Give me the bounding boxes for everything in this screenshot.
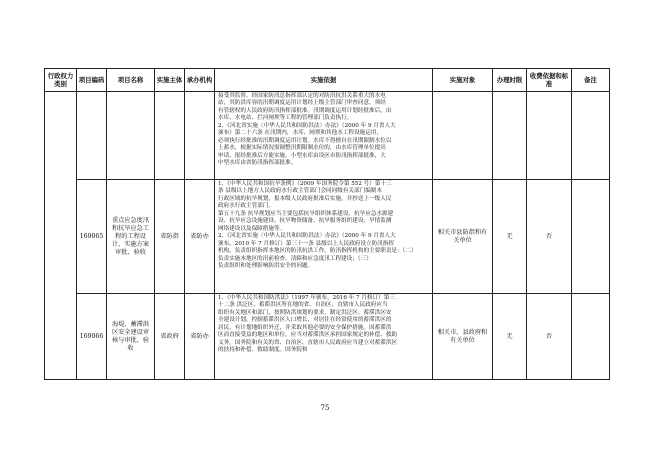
basis-line: 申请，报经批准后方能实施。小型水库由设区市防汛指挥部批准，大: [218, 152, 386, 159]
table-row: [45, 180, 610, 294]
basis-line: 2、《河北省实施〈中华人民共和国防洪法〉办法》（2000 年 9 月省人大: [218, 233, 396, 240]
basis-line: 十二条 洪泛区、蓄滞洪区所在地的省、自治区、直辖市人民政府应当: [218, 302, 388, 309]
basis-line: 接受其监督。经国家防汛总指挥部认定的对防汛抗洪关系重大的水电: [218, 93, 386, 99]
header-basis: 实施依据: [215, 69, 433, 92]
target-cell: 相关市、县政府和有关单位: [433, 294, 493, 380]
type-cell: [45, 92, 77, 380]
agency-cell: [185, 92, 215, 180]
basis-line: 负责组织和处理影响防洪安全的问题。: [218, 262, 314, 269]
header-time: 办理时限: [493, 69, 527, 92]
header-type: 行政权力类别: [45, 69, 77, 92]
basis-line: 组织有关地区和部门，按照防洪规划的要求，制定洪泛区、蓄滞洪区安: [218, 309, 392, 316]
basis-line: 第五十九条 抗旱规划应当主要包括抗旱组织体系建设、抗旱应急水源建: [218, 210, 394, 217]
basis-line: 2、《河北省实施〈中华人民共和国防洪法〉办法》（2000 年 9 月省人大: [218, 122, 396, 129]
basis-line: 机构，负责组织指挥本地区的防汛抗洪工作。防汛指挥机构的主要职责是：（二）: [218, 248, 417, 255]
basis-line: 中型水库由省防汛指挥部批准。: [218, 160, 297, 167]
subject-cell: 省政府: [155, 294, 185, 380]
basis-line: 网络建设以及保障措施等。: [218, 225, 286, 232]
power-list-table: [44, 68, 610, 380]
basis-line: 1、《中华人民共和国防洪法》（1997 年颁布，2016 年 7 月修订）第三: [218, 295, 395, 301]
header-target: 实施对象: [433, 69, 493, 92]
basis-line: 义务。国务院和有关的省、自治区、直辖市人民政府应当建立对蓄滞洪区: [218, 339, 398, 346]
subject-cell: 省防指: [155, 180, 185, 294]
name-cell: 重点应急度汛和抗旱应急工程的工程设计、实施方案审批、验收: [107, 180, 155, 294]
header-subject: 实施主体: [155, 69, 185, 92]
fee-cell: 否: [527, 294, 572, 380]
header-name: 项目名称: [107, 69, 155, 92]
basis-line: 政府水行政主管部门。: [218, 203, 274, 210]
header-row: [45, 69, 610, 92]
basis-line: 1、《中华人民共和国抗旱条例》（2009 年国务院令第 552 号）第十三: [218, 181, 392, 187]
basis-line: 的扶持和补偿、救助制度。国务院和: [218, 347, 308, 354]
basis-line: 行政区域的抗旱规划，报本级人民政府批准后实施，并抄送上一级人民: [218, 195, 392, 202]
basis-line: 条 县级以上地方人民政府水行政主管部门会同同级有关部门编制本: [218, 188, 382, 195]
table-row: [45, 294, 610, 380]
name-cell: [107, 92, 155, 180]
basis-cell: [215, 180, 433, 294]
time-cell: [493, 92, 527, 180]
name-cell: 海堤、蓄滞洪区安全建设审核与审批、验收: [107, 294, 155, 380]
code-cell: 169066: [77, 294, 107, 380]
basis-cell: [215, 294, 433, 380]
basis-line: 上蓄水，根据实际情况需调整汛期限制水位的，由水库管理单位提出: [218, 145, 386, 152]
basis-line: 设、抗旱应急设施建设、抗旱物资储备、抗旱服务组织建设、旱情监测: [218, 218, 392, 225]
basis-line: 水库、水电站、拦河闸坝等工程的管理部门负责执行。: [218, 115, 353, 122]
note-cell: [572, 92, 610, 180]
note-cell: [572, 180, 610, 294]
time-cell: 无: [493, 180, 527, 294]
basis-line: 居民，有计划地组织外迁，并采取其他必要的安全保护措施。因蓄滞洪: [218, 324, 392, 331]
basis-line: 有管辖权的人民政府防汛指挥部批准。汛期调度运用计划经批准后，由: [218, 107, 392, 114]
basis-line: 必须执行经批准的汛期调度运用计划。水库不得擅自在汛期限制水位以: [218, 137, 392, 144]
note-cell: [572, 294, 610, 380]
subject-cell: [155, 92, 185, 180]
basis-cell: [215, 92, 433, 180]
time-cell: 无: [493, 294, 527, 380]
basis-line: 颁布，2010 年 7 月修订）第三十一条 县级以上人民政府设立防汛指挥: [218, 240, 394, 247]
basis-line: 颁布）第二十六条 在汛期内，水库、闸坝和其他水工程设施运用，: [218, 130, 382, 137]
code-cell: 169065: [77, 180, 107, 294]
code-cell: [77, 92, 107, 180]
header-agency: 承办机构: [185, 69, 215, 92]
basis-line: 全建设计划，控制蓄滞洪区人口增长，对居住在经常使用的蓄滞洪区的: [218, 317, 392, 324]
basis-line: 站，其防洪库容的汛期调度运用计划经上级主管部门审查同意，须经: [218, 100, 386, 107]
fee-cell: [527, 92, 572, 180]
fee-cell: 否: [527, 180, 572, 294]
page-number: 75: [320, 404, 330, 412]
basis-line: 负责实施本地区的汛前检查、清障和应急度汛工程建设；（三）: [218, 255, 372, 262]
target-cell: 相关市县防指和有关单位: [433, 180, 493, 294]
header-fee: 收费依据和标准: [527, 69, 572, 92]
table-row: [45, 92, 610, 180]
agency-cell: 省防办: [185, 294, 215, 380]
header-code: 项目编码: [77, 69, 107, 92]
agency-cell: 省防办: [185, 180, 215, 294]
header-note: 备注: [572, 69, 610, 92]
basis-line: 区而直接受益的地区和单位，应当对蓄滞洪区承担国家规定的补偿、救助: [218, 332, 398, 339]
target-cell: [433, 92, 493, 180]
